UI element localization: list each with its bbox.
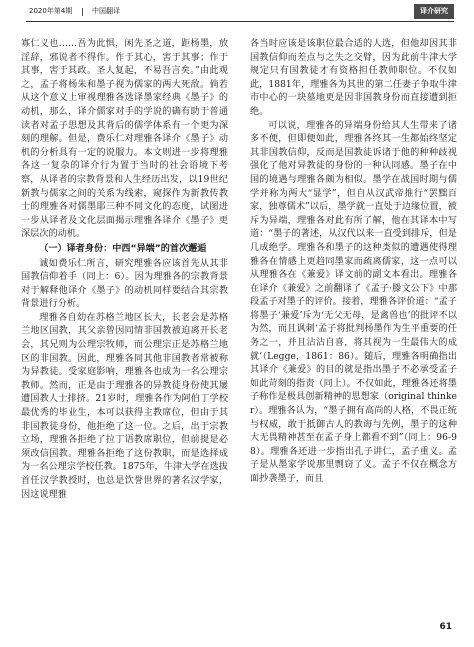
page-number: 61 <box>439 622 452 632</box>
paragraph: 可以说，理雅各的异端身份给其人生带来了诸多不便，但即便如此，理雅各终其一生都始终坚定其非国教信仰，反而是国教徒诉诸于他的种种歧视强化了他对异教徒的身份的一种认同感。墨子在中国的境遇与理雅各颇为相似。墨学在战国时期与儒学并称为两大“显学”，但自从汉武帝推行“罢黜百家，独尊儒术”以后，墨学就一直处于边缘位置，被斥为异端，理雅各对此有所了解，他在其译本中写道：“墨子的著述，从汉代以来一直受到排斥，但是几成绝学。理雅各和墨子的这种类似的遭遇使得理雅各在情感上更趋同墨家而疏离儒家，这一点可以从理雅各在《兼爱》译文前的副文本看出。理雅各在译介《兼爱》之前翻译了《孟子·滕文公下》中那段孟子对墨子的评价。接着，理雅各评价道：“孟子将墨子‘兼爱’斥为‘无父无母，是禽兽也’的批评不以为然，而且讽刺‘孟子将批判杨墨作为生平重要的任务之一，并且沾沾自喜，将其视为一生最伟大的成就’（Legge，1861：86）。随后，理雅各明确指出其译介《兼爱》的目的就是指出墨子不必承受孟子如此苛刻的指责（同上）。不仅如此，理雅各还将墨子称作是极具创新精神的思想家（original thinker）。理雅各认为，“墨子拥有高尚的人格，不畏正统与权威，敢于抵御古人的教诲与先例，墨子的这种大无畏精神甚至在孟子身上都看不到”（同上：96-98）。理雅各还进一步指出孔子讲仁，孟子重义。孟子是从墨家学说那里剽窃了义。孟子不仅在概念方面抄袭墨子，而且 <box>250 120 457 484</box>
journal-name: 中国翻译 <box>92 7 120 15</box>
issue-label: 2020年第4期 <box>29 7 73 15</box>
paragraph: 诚如费乐仁所言，研究理雅各应该首先从其非国教信仰着手（同上：6）。因为理雅各的宗教背景对于解释他译介《墨子》的动机同样要结合其宗教背景进行分析。 <box>21 258 228 310</box>
paragraph: 各当时应该是该职位最合适的人选，但他却因其非国教信仰而差点与之失之交臂，因为此前牛津大学规定只有国教徒才有资格担任教师职位。不仅如此，1881年，理雅各为其世的第二任妻子争取牛津市中心的一块墓地更是因非国教身份而直接遭到拒绝。 <box>250 39 457 117</box>
running-header <box>26 4 454 19</box>
left-column <box>21 38 228 502</box>
paragraph: 理雅各自幼在苏格兰地区长大，长老会是苏格兰地区国教，其父亲曾因同情非国教被迫离开长老会，其兄则为公理宗牧师，而公理宗正是苏格兰地区的非国教。因此，理雅各同其他非国教者常被称为异教徒。受家庭影响，理雅各也成为一名公理宗教师。然而，正是由于理雅各的异教徒身份使其屡遭国教人士排挤。21岁时，理雅各作为阿伯丁学校最优秀的毕业生，本可以获得主教席位，但由于其非国教徒身份，他拒绝了这一位。之后，出于宗教立场，理雅各拒绝了拉丁语教席职位，但前提是必须改信国教。理雅各拒绝了这份教职，而是选择成为一名公理宗学校任教。1875年，牛津大学在选拔首任汉学教授时，也总是饮誉世界的著名汉学家，因这说理雅 <box>21 312 228 500</box>
section-tag: 译介研究 <box>414 4 454 19</box>
paragraph: 寡仁义也……吾为此惧，闲先圣之道，距杨墨，放淫辞，邪说者不得作。作于其心，害于其事；作于其事，害于其政。圣人复起，不易吾言矣。”由此观之，孟子将杨朱和墨子视为儒家的两大死敌。倘若从这个意义上审视理雅各选译墨家经典《墨子》的动机，那么，译介儒家对手的学说的确有助于普通读者对孟子思想及其背后的儒学体系有一个更为深刻的理解。但是，费乐仁对理雅各译介《墨子》动机的分析具有一定的说服力。本文则进一步将理雅各这一复杂的译介行为置于当时的社会语境下考察，从译者的宗教背景和人生经历出发，以19世纪新教与儒家之间的关系为线索，窥探作为新教传教士的理雅各对儒墨耶三种不同文化的态度，试图进一步从译者及文化层面揭示理雅各译介《墨子》更深层次的动机。 <box>21 39 228 240</box>
header-divider <box>82 8 83 16</box>
section-subheading: （一）译者身份：中西“异端”的首次邂逅 <box>39 243 207 254</box>
header-rule <box>26 21 454 22</box>
right-column <box>250 38 457 487</box>
